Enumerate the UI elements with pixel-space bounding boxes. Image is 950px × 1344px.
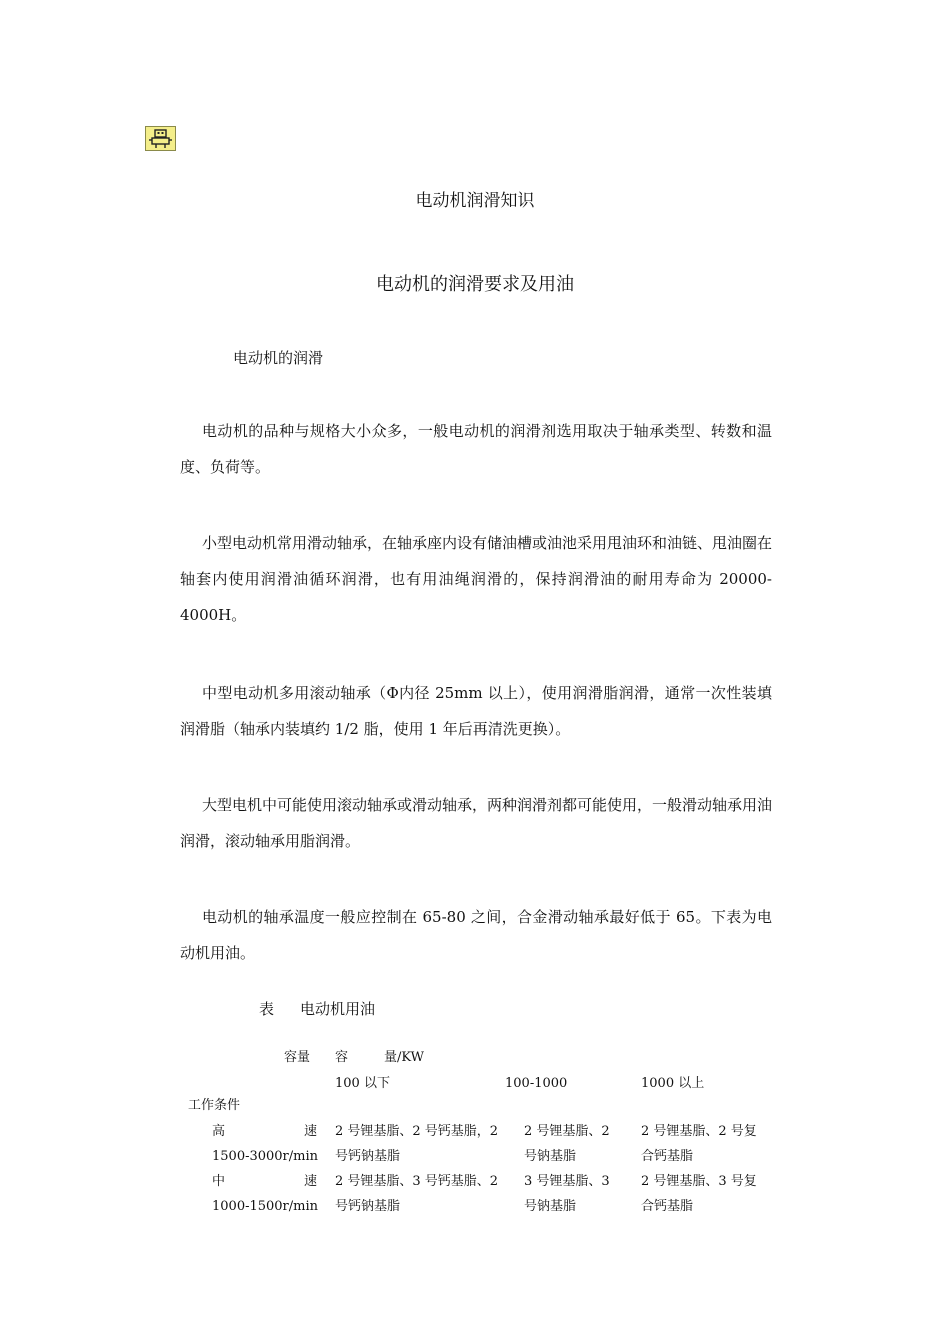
- robot-logo: [145, 126, 176, 151]
- table-cell: 2 号锂基脂、2 号钙基脂，2: [335, 1124, 499, 1139]
- table-cell: 号钠基脂: [524, 1149, 577, 1164]
- row-condition: 速: [304, 1124, 318, 1139]
- table-column-header: 100 以下: [335, 1076, 390, 1091]
- table-cell: 合钙基脂: [641, 1199, 694, 1214]
- table-column-header: 1000 以上: [641, 1076, 705, 1091]
- robot-icon: [146, 127, 175, 150]
- table-caption-label: 表: [259, 1000, 275, 1018]
- paragraph: 中型电动机多用滚动轴承（Φ内径 25mm 以上），使用润滑脂润滑，通常一次性装填润滑脂（轴承内装填约 1/2 脂，使用 1 年后再清洗更换）。: [180, 684, 772, 738]
- table-header-capacity: 容量: [284, 1050, 311, 1065]
- table-column-header: 100-1000: [505, 1076, 568, 1091]
- table-cell: 号钙钠基脂: [335, 1149, 401, 1164]
- paragraph: 电动机的轴承温度一般应控制在 65-80 之间，合金滑动轴承最好低于 65。下表为电动机用油。: [180, 908, 772, 962]
- document-title: 电动机润滑知识: [415, 191, 535, 211]
- table-cell: 2 号锂基脂、3 号复: [641, 1174, 757, 1189]
- row-condition: 速: [304, 1174, 318, 1189]
- row-condition: 高: [212, 1124, 226, 1139]
- table-header-capacity-kw-unit: 量/KW: [384, 1050, 424, 1065]
- table-cell: 2 号锂基脂、2 号复: [641, 1124, 757, 1139]
- table-cell: 3 号锂基脂、3: [524, 1174, 610, 1189]
- table-header-capacity-kw: 容: [335, 1050, 349, 1065]
- table-cell: 号钙钠基脂: [335, 1199, 401, 1214]
- table-cell: 号钠基脂: [524, 1199, 577, 1214]
- document-subtitle: 电动机的润滑要求及用油: [376, 274, 574, 295]
- paragraph: 小型电动机常用滑动轴承，在轴承座内设有储油槽或油池采用甩油环和油链、甩油圈在轴套内使用润滑油循环润滑，也有用油绳润滑的，保持润滑油的耐用寿命为 20000-4000H。: [180, 534, 773, 624]
- paragraph: 电动机的品种与规格大小众多，一般电动机的润滑剂选用取决于轴承类型、转数和温度、负荷等。: [180, 422, 772, 476]
- table-cell: 2 号锂基脂、3 号钙基脂、2: [335, 1174, 499, 1189]
- table-cell: 合钙基脂: [641, 1149, 694, 1164]
- table-header-condition: 工作条件: [188, 1098, 241, 1113]
- table-cell: 2 号锂基脂、2: [524, 1124, 610, 1139]
- row-condition-speed: 1000-1500r/min: [212, 1199, 319, 1214]
- section-heading: 电动机的润滑: [233, 349, 324, 367]
- row-condition-speed: 1500-3000r/min: [212, 1149, 319, 1164]
- row-condition: 中: [212, 1174, 226, 1189]
- paragraph: 大型电机中可能使用滚动轴承或滑动轴承，两种润滑剂都可能使用，一般滑动轴承用油润滑，滚动轴承用脂润滑。: [180, 796, 773, 850]
- table-caption-title: 电动机用油: [300, 1000, 376, 1018]
